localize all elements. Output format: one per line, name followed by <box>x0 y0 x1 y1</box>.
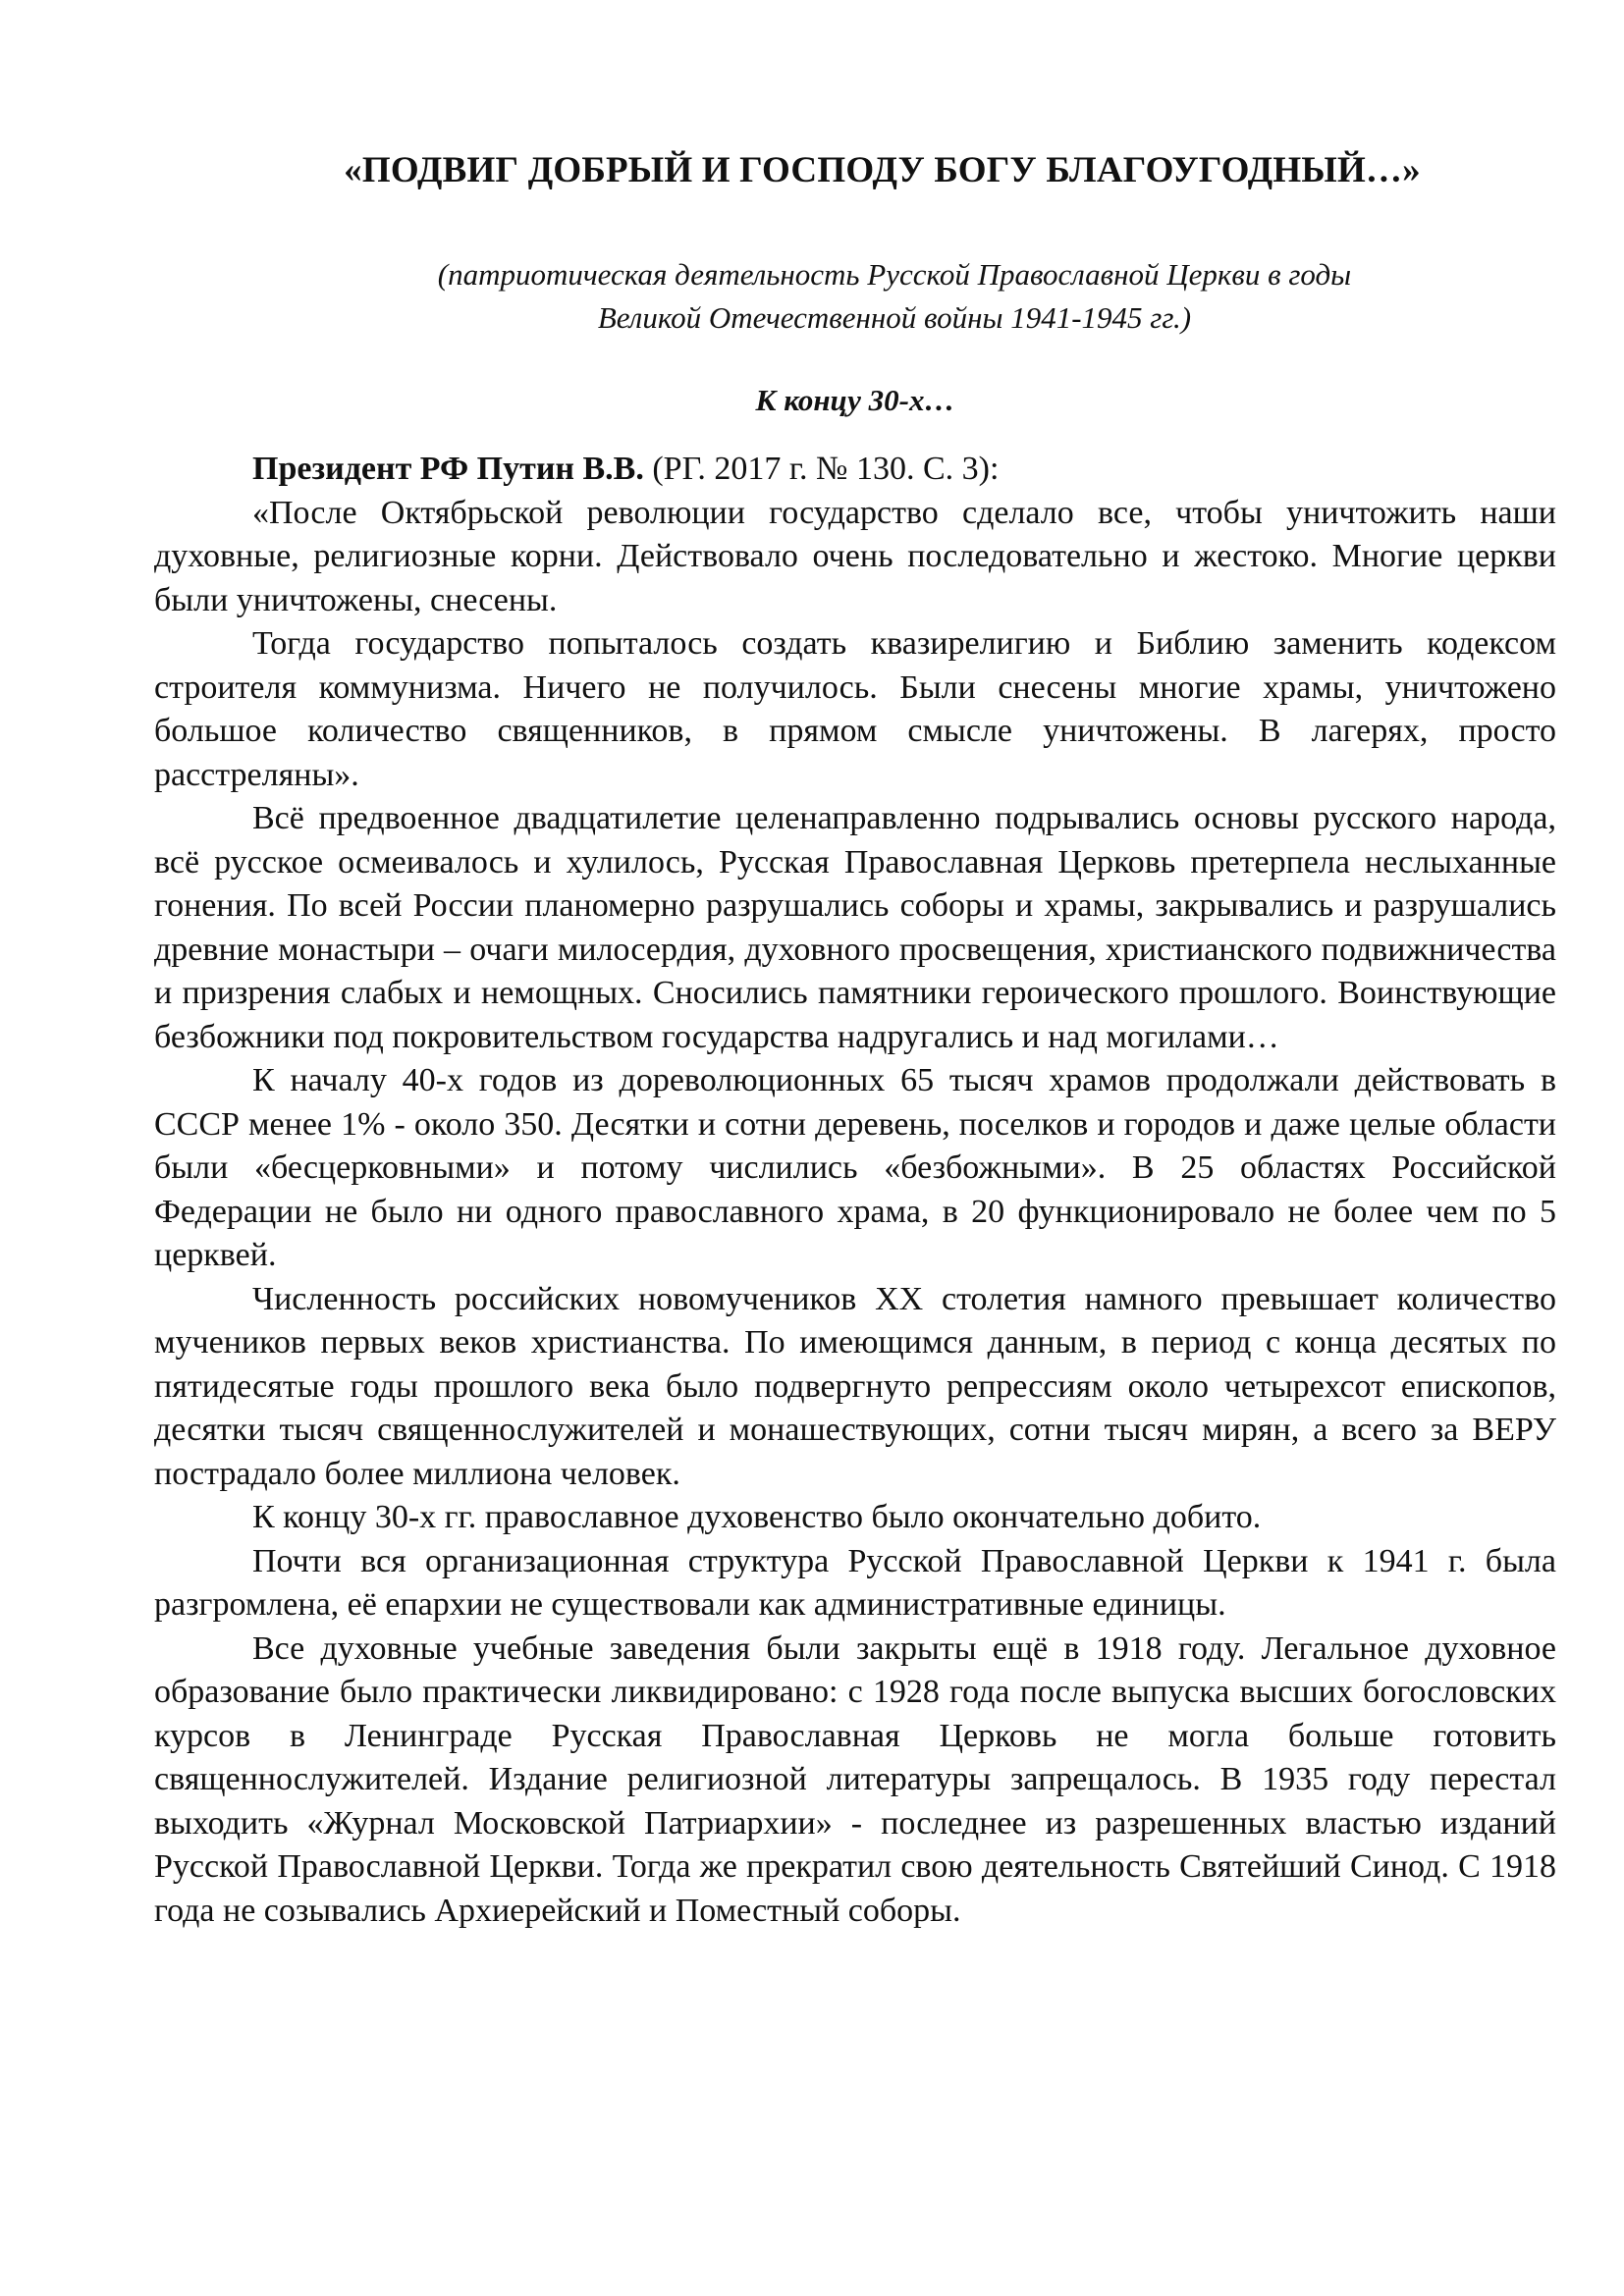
body-paragraph: Всё предвоенное двадцатилетие целенаправленно подрывались основы русского народа, всё русское осмеивалось и хулилось, Русская Православная Церковь претерпела неслыханные гонения. По всей России планомерно разрушались соборы и храмы, закрывались и разрушались древние монастыри – очаги милосердия, духовного просвещения, христианского подвижничества и призрения слабых и немощных. Сносились памятники героического прошлого. Воинствующие безбожники под покровительством государства надругались и над могилами… <box>154 800 1556 1055</box>
body-paragraph: «После Октябрьской революции государство сделало все, чтобы уничтожить наши духовные, религиозные корни. Действовало очень последовательно и жестоко. Многие церкви были уничтожены, снесены. <box>154 494 1556 618</box>
body-paragraph: К концу 30-х гг. православное духовенство было окончательно добито. <box>252 1499 1262 1535</box>
document-title: «ПОДВИГ ДОБРЫЙ И ГОСПОДУ БОГУ БЛАГОУГОДНЫЙ…» <box>344 150 1421 190</box>
intro-author: Президент РФ Путин В.В. <box>252 451 644 487</box>
body-paragraph: Почти вся организационная структура Русской Православной Церкви к 1941 г. была разгромлена, её епархии не существовали как административные единицы. <box>154 1542 1556 1623</box>
document-page <box>154 147 1556 1933</box>
body-paragraph: Все духовные учебные заведения были закрыты ещё в 1918 году. Легальное духовное образование было практически ликвидировано: с 1928 года после выпуска высших богословских курсов в Ленинграде Русская Православная Церковь не могла больше готовить священнослужителей. Издание религиозной литературы запрещалось. В 1935 году перестал выходить «Журнал Московской Патриархии» - последнее из разрешенных властью изданий Русской Православной Церкви. Тогда же прекратил свою деятельность Святейший Синод. С 1918 года не созывались Архиерейский и Поместный соборы. <box>154 1629 1556 1929</box>
section-heading: К концу 30-х… <box>755 383 955 417</box>
body-paragraph: Тогда государство попыталось создать квазирелигию и Библию заменить кодексом строителя коммунизма. Ничего не получилось. Были снесены многие храмы, уничтожено большое количество священников, в прямом смысле уничтожены. В лагерях, просто расстреляны». <box>154 625 1556 793</box>
body-paragraph: Численность российских новомучеников XX столетия намного превышает количество мучеников первых веков христианства. По имеющимся данным, в период с конца десятых по пятидесятые годы прошлого века было подвергнуто репрессиям около четырехсот епископов, десятки тысяч священнослужителей и монашествующих, сотни тысяч мирян, а всего за ВЕРУ пострадало более миллиона человек. <box>154 1280 1556 1492</box>
document-subtitle <box>233 253 1556 340</box>
subtitle-line: Великой Отечественной войны 1941-1945 гг.) <box>597 300 1192 335</box>
intro-paragraph <box>154 448 1556 492</box>
intro-reference: (РГ. 2017 г. № 130. С. 3): <box>643 451 1000 487</box>
subtitle-line: (патриотическая деятельность Русской Православной Церкви в годы <box>437 257 1352 292</box>
body-paragraph: К началу 40-х годов из дореволюционных 65 тысяч храмов продолжали действовать в СССР менее 1% - около 350. Десятки и сотни деревень, поселков и городов и даже целые области были «бесцерковными» и потому числились «безбожными». В 25 областях Российской Федерации не было ни одного православного храма, в 20 функционировало не более чем по 5 церквей. <box>154 1062 1556 1273</box>
document-body <box>154 448 1556 1933</box>
